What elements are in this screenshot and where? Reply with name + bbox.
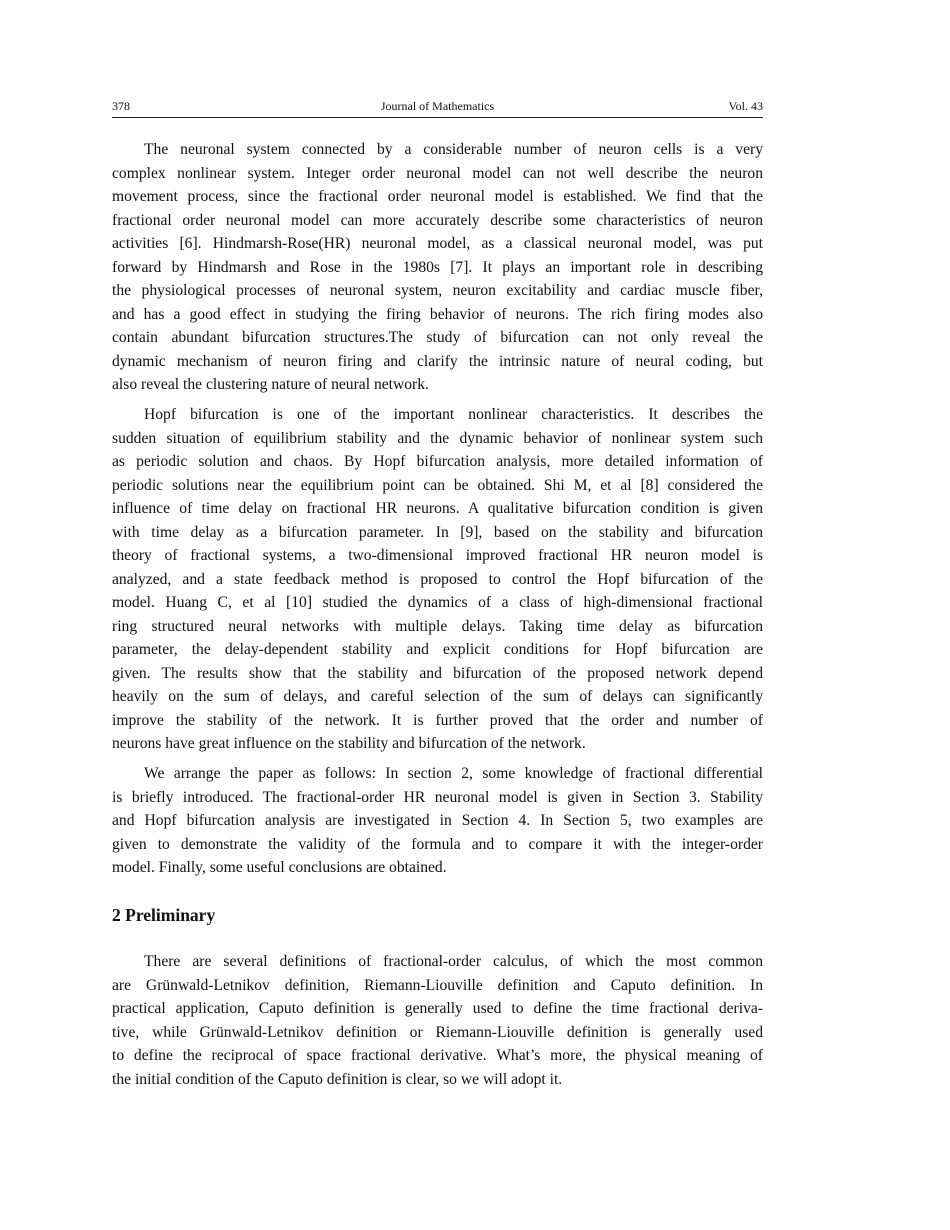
text-line: analyzed, and a state feedback method is proposed to control the Hopf bifurcation of the	[112, 570, 763, 588]
text-line: model. Finally, some useful conclusions are obtained.	[112, 859, 447, 876]
paragraph-introduction-1	[112, 138, 763, 397]
text-line: also reveal the clustering nature of neural network.	[112, 376, 429, 393]
text-line: to define the reciprocal of space fractional derivative. What’s more, the physical meaning of	[112, 1047, 763, 1064]
text-line: periodic solutions near the equilibrium point can be obtained. Shi M, et al [8] considered the	[112, 476, 763, 494]
text-line: and has a good effect in studying the firing behavior of neurons. The rich firing modes also	[112, 305, 763, 323]
text-line: sudden situation of equilibrium stability and the dynamic behavior of nonlinear system such	[112, 429, 763, 447]
text-line: theory of fractional systems, a two-dimensional improved fractional HR neuron model is	[112, 547, 763, 564]
text-line: The neuronal system connected by a considerable number of neuron cells is a very	[144, 141, 763, 158]
text-line: improve the stability of the network. It is further proved that the order and number of	[112, 711, 763, 729]
text-line: parameter, the delay-dependent stability and explicit conditions for Hopf bifurcation are	[112, 641, 763, 658]
section-heading: 2 Preliminary	[112, 905, 216, 925]
journal-title: Journal of Mathematics	[380, 99, 495, 113]
text-line: contain abundant bifurcation structures.The study of bifurcation can not only reveal the	[112, 329, 763, 346]
page-number: 378	[112, 99, 130, 113]
text-line: influence of time delay on fractional HR neurons. A qualitative bifurcation condition is given	[112, 500, 763, 517]
paragraph-introduction-2	[112, 403, 763, 756]
text-line: dynamic mechanism of neuron firing and clarify the intrinsic nature of neural coding, but	[112, 352, 763, 370]
text-line: There are several definitions of fractional-order calculus, of which the most common	[144, 953, 763, 970]
paragraph-introduction-3	[112, 762, 763, 880]
text-line: movement process, since the fractional order neuronal model is established. We find that the	[112, 188, 763, 205]
text-line: activities [6]. Hindmarsh-Rose(HR) neuronal model, as a classical neuronal model, was put	[112, 235, 763, 252]
volume-label: Vol. 43	[728, 99, 763, 113]
text-line: ring structured neural networks with multiple delays. Taking time delay as bifurcation	[112, 617, 763, 635]
text-line: given to demonstrate the validity of the formula and to compare it with the integer-order	[112, 835, 763, 853]
text-line: practical application, Caputo definition is generally used to define the time fractional deriva-	[112, 1000, 763, 1017]
text-line: neurons have great influence on the stability and bifurcation of the network.	[112, 735, 586, 752]
text-line: model. Huang C, et al [10] studied the dynamics of a class of high-dimensional fractional	[112, 594, 763, 611]
text-line: the initial condition of the Caputo definition is clear, so we will adopt it.	[112, 1070, 563, 1088]
paragraph-preliminary-1	[112, 950, 763, 1091]
text-line: are Grünwald-Letnikov definition, Riemann-Liouville definition and Caputo definition. In	[112, 976, 763, 994]
text-line: and Hopf bifurcation analysis are investigated in Section 4. In Section 5, two examples are	[112, 812, 763, 829]
text-line: as periodic solution and chaos. By Hopf bifurcation analysis, more detailed information of	[112, 453, 763, 470]
text-line: with time delay as a bifurcation parameter. In [9], based on the stability and bifurcation	[112, 523, 763, 541]
text-line: fractional order neuronal model can more accurately describe some characteristics of neuron	[112, 211, 763, 229]
text-line: the physiological processes of neuronal system, neuron excitability and cardiac muscle fiber,	[112, 282, 763, 299]
running-header	[112, 99, 763, 118]
text-line: We arrange the paper as follows: In section 2, some knowledge of fractional differential	[144, 765, 763, 782]
text-line: given. The results show that the stability and bifurcation of the proposed network depend	[112, 664, 763, 682]
text-line: complex nonlinear system. Integer order neuronal model can not well describe the neuron	[112, 164, 763, 182]
text-line: forward by Hindmarsh and Rose in the 1980s [7]. It plays an important role in describing	[112, 258, 763, 276]
text-line: tive, while Grünwald-Letnikov definition or Riemann-Liouville definition is generally used	[112, 1023, 763, 1041]
text-line: heavily on the sum of delays, and careful selection of the sum of delays can significantly	[112, 688, 763, 705]
text-line: is briefly introduced. The fractional-order HR neuronal model is given in Section 3. Stability	[112, 788, 763, 806]
text-line: Hopf bifurcation is one of the important nonlinear characteristics. It describes the	[144, 406, 763, 423]
